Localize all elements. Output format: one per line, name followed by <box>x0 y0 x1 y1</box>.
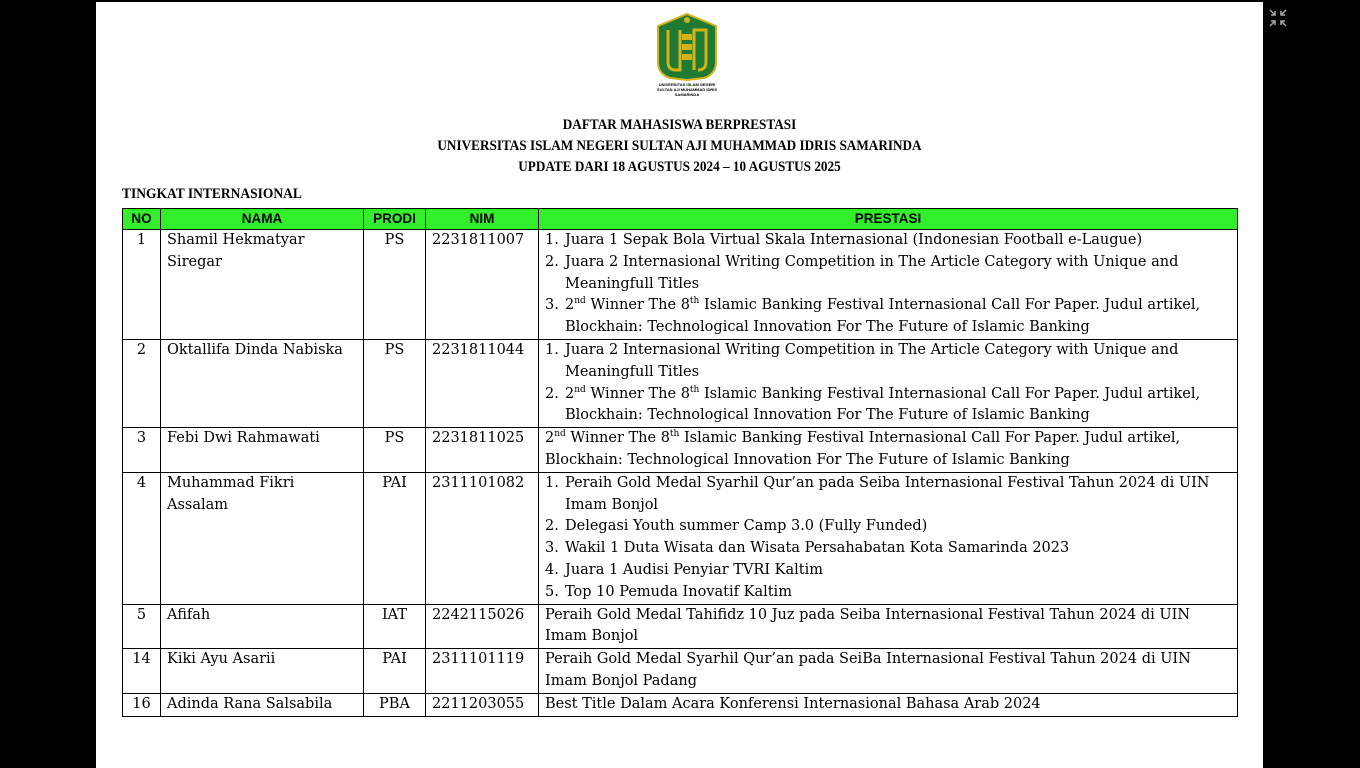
table-row <box>123 649 1238 694</box>
cell-prestasi <box>539 649 1238 694</box>
prestasi-item-text: Peraih Gold Medal Syarhil Qur’an pada SeiBa Internasional Festival Tahun 2024 di UIN Imam Bonjol Padang <box>545 651 1191 689</box>
cell-no: 1 <box>123 230 161 340</box>
prestasi-item-text: Delegasi Youth summer Camp 3.0 (Fully Funded) <box>565 518 928 535</box>
prestasi-item-text: Peraih Gold Medal Tahifidz 10 Juz pada Seiba Internasional Festival Tahun 2024 di UIN Imam Bonjol <box>545 606 1191 645</box>
cell-nim: 2311101119 <box>426 649 539 694</box>
cell-no: 2 <box>123 339 161 427</box>
prestasi-item-text: 2nd Winner The 8th Islamic Banking Festival Internasional Call For Paper. Judul artikel, Blockhain: Technological Innovation For The Future of Islamic Banking <box>565 384 1201 424</box>
cell-no: 5 <box>123 604 161 649</box>
cell-no: 16 <box>123 693 161 716</box>
cell-prodi: IAT <box>364 604 426 649</box>
cell-no: 14 <box>123 649 161 694</box>
header-nama: NAMA <box>161 209 364 230</box>
prestasi-item-number: 2. <box>545 518 559 535</box>
prestasi-item-number: 2. <box>545 253 559 270</box>
prestasi-list <box>545 340 1231 427</box>
prestasi-item-text: Juara 2 Internasional Writing Competition in The Article Category with Unique and Meaningfull Titles <box>565 341 1179 380</box>
prestasi-item-text: Peraih Gold Medal Syarhil Qur’an pada Seiba Internasional Festival Tahun 2024 di UIN Imam Bonjol <box>565 474 1210 513</box>
cell-prodi: PBA <box>364 693 426 716</box>
prestasi-list <box>545 473 1231 604</box>
section-label: TINGKAT INTERNASIONAL <box>122 186 302 202</box>
achievement-table <box>122 208 1238 717</box>
header-nim: NIM <box>426 209 539 230</box>
table-row <box>123 604 1238 649</box>
cell-nim: 2231811044 <box>426 339 539 427</box>
logo-text-line: UNIVERSITAS ISLAM NEGERI <box>658 82 716 87</box>
prestasi-item <box>545 473 1231 517</box>
prestasi-item-number: 1. <box>545 341 559 358</box>
cell-prestasi <box>539 230 1238 340</box>
prestasi-item <box>545 538 1231 560</box>
cell-nim: 2211203055 <box>426 693 539 716</box>
cell-prodi: PAI <box>364 472 426 604</box>
cell-prodi: PS <box>364 339 426 427</box>
prestasi-item <box>545 252 1231 296</box>
table-row <box>123 472 1238 604</box>
document-title <box>166 115 1193 178</box>
header-no: NO <box>123 209 161 230</box>
prestasi-item-text: Juara 1 Audisi Penyiar TVRI Kaltim <box>565 561 823 578</box>
table-body <box>123 230 1238 717</box>
cell-prestasi <box>539 693 1238 716</box>
prestasi-item <box>545 295 1231 339</box>
cell-prodi: PS <box>364 428 426 473</box>
title-line-3: UPDATE DARI 18 AGUSTUS 2024 – 10 AGUSTUS 2025 <box>518 159 841 175</box>
header-prodi: PRODI <box>364 209 426 230</box>
cell-nim: 2311101082 <box>426 472 539 604</box>
prestasi-item <box>545 560 1231 582</box>
prestasi-item-text: Juara 2 Internasional Writing Competition in The Article Category with Unique and Meaningfull Titles <box>565 253 1179 292</box>
university-logo <box>649 12 725 108</box>
cell-prestasi <box>539 339 1238 427</box>
prestasi-item-text: Top 10 Pemuda Inovatif Kaltim <box>565 583 792 600</box>
prestasi-item-text: Juara 1 Sepak Bola Virtual Skala Internasional (Indonesian Football e-Laugue) <box>565 232 1143 248</box>
prestasi-list <box>545 230 1231 339</box>
title-line-2: UNIVERSITAS ISLAM NEGERI SULTAN AJI MUHAMMAD IDRIS SAMARINDA <box>437 138 922 154</box>
prestasi-item-number: 5. <box>545 583 559 600</box>
document-page <box>96 2 1263 768</box>
cell-prestasi <box>539 428 1238 473</box>
header-prestasi: PRESTASI <box>539 209 1238 230</box>
prestasi-item-number: 1. <box>545 474 559 491</box>
prestasi-item-number: 3. <box>545 297 559 314</box>
table-header-row <box>123 209 1238 230</box>
cell-nim: 2231811025 <box>426 428 539 473</box>
prestasi-item <box>545 230 1231 252</box>
prestasi-item <box>545 384 1231 428</box>
university-logo-icon <box>654 12 720 82</box>
title-line-1: DAFTAR MAHASISWA BERPRESTASI <box>562 117 797 133</box>
table-row <box>123 339 1238 427</box>
table-row <box>123 428 1238 473</box>
cell-nama: Afifah <box>161 604 364 649</box>
prestasi-item-text: Wakil 1 Duta Wisata dan Wisata Persahabatan Kota Samarinda 2023 <box>565 540 1070 557</box>
prestasi-item-text: 2nd Winner The 8th Islamic Banking Festival Internasional Call For Paper. Judul artikel, Blockhain: Technological Innovation For The Future of Islamic Banking <box>545 429 1181 468</box>
cell-nama: Muhammad Fikri Assalam <box>161 472 364 604</box>
table-row <box>123 693 1238 716</box>
cell-nama: Kiki Ayu Asarii <box>161 649 364 694</box>
cell-no: 3 <box>123 428 161 473</box>
cell-prodi: PAI <box>364 649 426 694</box>
table-row <box>123 230 1238 340</box>
cell-prestasi <box>539 472 1238 604</box>
prestasi-item-text: Best Title Dalam Acara Konferensi Internasional Bahasa Arab 2024 <box>545 695 1041 712</box>
prestasi-item <box>545 582 1231 604</box>
cell-nama: Febi Dwi Rahmawati <box>161 428 364 473</box>
prestasi-item-number: 4. <box>545 561 559 578</box>
cell-nama: Oktallifa Dinda Nabiska <box>161 339 364 427</box>
prestasi-item-number: 2. <box>545 385 559 402</box>
cell-nim: 2242115026 <box>426 604 539 649</box>
prestasi-item <box>545 516 1231 538</box>
prestasi-item-number: 3. <box>545 540 559 557</box>
cell-no: 4 <box>123 472 161 604</box>
logo-text-line: SAMARINDA <box>674 92 700 97</box>
cell-prestasi <box>539 604 1238 649</box>
cell-nama: Shamil Hekmatyar Siregar <box>161 230 364 340</box>
logo-text-line: SULTAN AJI MUHAMMAD IDRIS <box>656 87 718 92</box>
cell-nim: 2231811007 <box>426 230 539 340</box>
prestasi-item-number: 1. <box>545 232 559 248</box>
exit-fullscreen-icon[interactable] <box>1268 8 1288 28</box>
cell-nama: Adinda Rana Salsabila <box>161 693 364 716</box>
prestasi-item <box>545 340 1231 384</box>
cell-prodi: PS <box>364 230 426 340</box>
prestasi-item-text: 2nd Winner The 8th Islamic Banking Festival Internasional Call For Paper. Judul artikel, Blockhain: Technological Innovation For The Future of Islamic Banking <box>565 296 1201 336</box>
